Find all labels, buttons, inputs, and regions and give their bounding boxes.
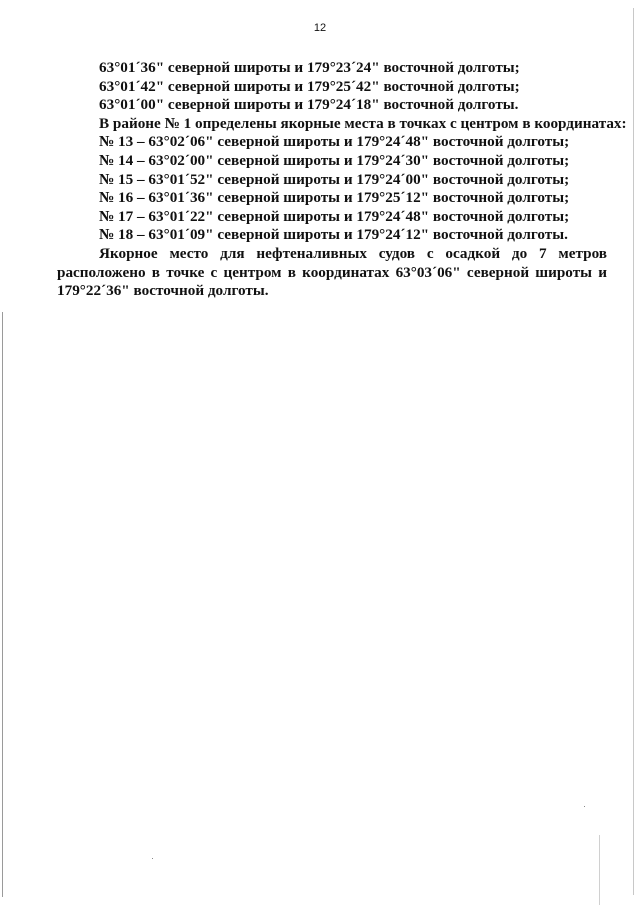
coordinate-line: 63°01´36" северной широты и 179°23´24" восточной долготы; [99, 59, 520, 76]
anchor-line: № 17 – 63°01´22" северной широты и 179°24´48" восточной долготы; [99, 207, 570, 225]
scan-speck [584, 806, 585, 807]
anchor-line: № 14 – 63°02´00" северной широты и 179°24´30" восточной долготы; [99, 151, 570, 169]
anchor-line: № 13 – 63°02´06" северной широты и 179°24´48" восточной долготы; [99, 133, 570, 151]
anchor-line: № 15 – 63°01´52" северной широты и 179°24´00" восточной долготы; [99, 170, 570, 188]
scan-edge-left [2, 312, 3, 897]
document-body [57, 59, 627, 301]
page-number: 12 [313, 22, 327, 34]
district-intro: В районе № 1 определены якорные места в точках с центром в координатах: [99, 114, 627, 132]
coordinate-line: 63°01´00" северной широты и 179°24´18" восточной долготы. [99, 96, 519, 114]
scan-edge-right [633, 8, 634, 895]
anchor-line: № 16 – 63°01´36" северной широты и 179°25´12" восточной долготы; [99, 189, 570, 207]
tanker-anchorage-paragraph: Якорное место для нефтеналивных судов с осадкой до 7 метров расположено в точке с центром в координатах 63°03´06" северной широты и 179°22´36" восточной долготы. [57, 244, 607, 300]
scan-edge-mark [599, 835, 600, 905]
coordinate-line: 63°01´42" северной широты и 179°25´42" восточной долготы; [99, 77, 520, 95]
scan-speck [152, 858, 153, 859]
anchor-line: № 18 – 63°01´09" северной широты и 179°24´12" восточной долготы. [99, 226, 568, 244]
